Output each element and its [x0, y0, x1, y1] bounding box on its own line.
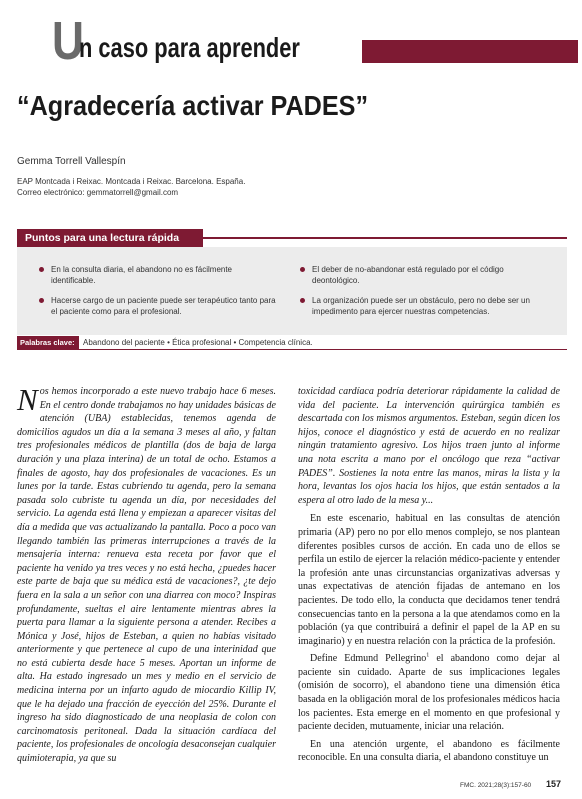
- paragraph-text: os hemos incorporado a este nuevo trabajo hace 6 meses. En el centro donde trabajamos no hay unidades básicas de atención (UBA) establecidas, tenemos agenda de domicilios agudos un día a la semana 3 meses al año, y faltan tres profesionales médicos de plantilla (dos de baja de larga duración y una plaza interina) de un total de ocho. Estamos a finales de agosto, hay dos profesionales de vacaciones. Es un lunes por la tarde. Estas cubriendo tu agenda, pero la semana pasada solo cubriste tu agenda un día, por necesidades del servicio. La agenda está llena y empiezan a aparecer visitas del día a medida que vas actualizando la pantalla. Poco a poco van llegando también las primeras interrupciones a través de la mensajería interna: renueva esta receta por favor que el paciente ha venido ya tres veces y no está hecha, ¿puedes hacer este parte de baja que su médica está de vacaciones?, ¿te dejo fuera en la sala a un señor con una diarrea con moco? Inspiras profundamente, sueltas el aire lentamente mientras abres la puerta para llamar a la siguiente persona a atender. Recibes a Mónica y José, hijos de Esteban, a quien no habías visitado anteriormente y que pertenece al cupo de una interinidad que no está cubierta desde hace 5 meses. Aportan un informe de alta. Ha estado ingresado un mes y medio en el servicio de medicina interna por un infarto agudo de miocardio Killip IV, que le ha dejado una fracción de eyección del 25%. Durante el ingreso ha sido diagnosticado de una neoplasia de colon con carcinomatosis peritoneal. Dada la situación cardíaca del paciente, los profesionales de oncología desaconsejan cualquier quimioterapia, ya que su: [17, 386, 276, 765]
- quick-point: Hacerse cargo de un paciente puede ser terapéutico tanto para el paciente como para el profesional.: [51, 296, 276, 316]
- section-bar: [362, 40, 578, 63]
- paragraph-text: Define Edmund Pellegrino: [310, 653, 427, 665]
- quick-point: En la consulta diaria, el abandono no es fácilmente identificable.: [51, 265, 233, 285]
- page-number: 157: [546, 779, 562, 789]
- body-paragraph: [17, 382, 276, 766]
- body-paragraph: [298, 652, 560, 734]
- body-paragraph: En este escenario, habitual en las consultas de atención primaria (AP) pero no por ello menos complejo, se nos plantean diferentes posibles cursos de acción. En cada uno de ellos se perfila un estilo de ejercer la relación médico-paciente y entender la profesión ante unas circunstancias organizativas adversas y unas expectativas de atención fijadas de antemano en los pacientes. De todo ello, la conducta que decidamos tener tendrá consecuencias tanto en la persona a la que atendamos como en la población (ya que contribuirá a definir el papel de la AP en su imaginario) y en nuestra relación con la práctica de la profesión.: [298, 513, 560, 647]
- body-paragraph: toxicidad cardíaca podría deteriorar rápidamente la calidad de vida del paciente. La intervención quirúrgica también es descartada con los mismos argumentos. Esteban, según dicen los hijos, conoce el diagnóstico y está de acuerdo en no realizar ningún tratamiento agresivo. Los hijos traen junto al informe una nota escrita a mano por el oncólogo que reza “activar PADES”. Sostienes la nota entre las manos, miras la lista y la hora, levantas los ojos hacia los hijos, que están sentados a la espera al otro lado de la mesa y...: [298, 386, 560, 506]
- quick-reading-heading: Puntos para una lectura rápida: [17, 229, 203, 247]
- body-column-left: [17, 382, 276, 766]
- keywords-rule: [17, 349, 567, 350]
- author-affiliation: EAP Montcada i Reixac. Montcada i Reixac. Barcelona. España.: [17, 177, 246, 186]
- article-title: “Agradecería activar PADES”: [17, 90, 369, 121]
- quick-reading-box: [17, 247, 567, 335]
- paragraph-text: el abandono como dejar al paciente sin cuidado. Aparte de sus implicaciones legales (omisión de socorro), el abandono tiene una dimensión ética basada en la obligación moral de los profesionales médicos hacia los pacientes. Esta emerge en el momento en que profesional y paciente deciden, mutuamente, iniciar una relación.: [298, 653, 560, 733]
- quick-point: La organización puede ser un obstáculo, pero no debe ser un impedimento para ejercer nuestras competencias.: [312, 296, 530, 316]
- bullet-icon: [300, 267, 305, 272]
- bullet-icon: [39, 298, 44, 303]
- author-email[interactable]: Correo electrónico: gemmatorrell@gmail.com: [17, 188, 179, 197]
- body-paragraph: En una atención urgente, el abandono es fácilmente reconocible. En una consulta diaria, el abandono constituye un: [298, 738, 560, 764]
- quick-point: El deber de no-abandonar está regulado por el código deontológico.: [312, 265, 504, 285]
- section-initial: U: [52, 11, 84, 71]
- keywords-text: Abandono del paciente • Ética profesional • Competencia clínica.: [83, 338, 313, 347]
- author-name: Gemma Torrell Vallespín: [17, 156, 126, 167]
- keywords-label: Palabras clave:: [17, 336, 79, 349]
- body-column-right: [298, 385, 560, 765]
- section-title: n caso para aprender: [79, 32, 300, 63]
- journal-reference: FMC. 2021;28(3):157-60: [460, 782, 532, 789]
- citation-ref[interactable]: 1: [426, 652, 430, 659]
- bullet-icon: [300, 298, 305, 303]
- drop-cap: N: [17, 382, 38, 417]
- bullet-icon: [39, 267, 44, 272]
